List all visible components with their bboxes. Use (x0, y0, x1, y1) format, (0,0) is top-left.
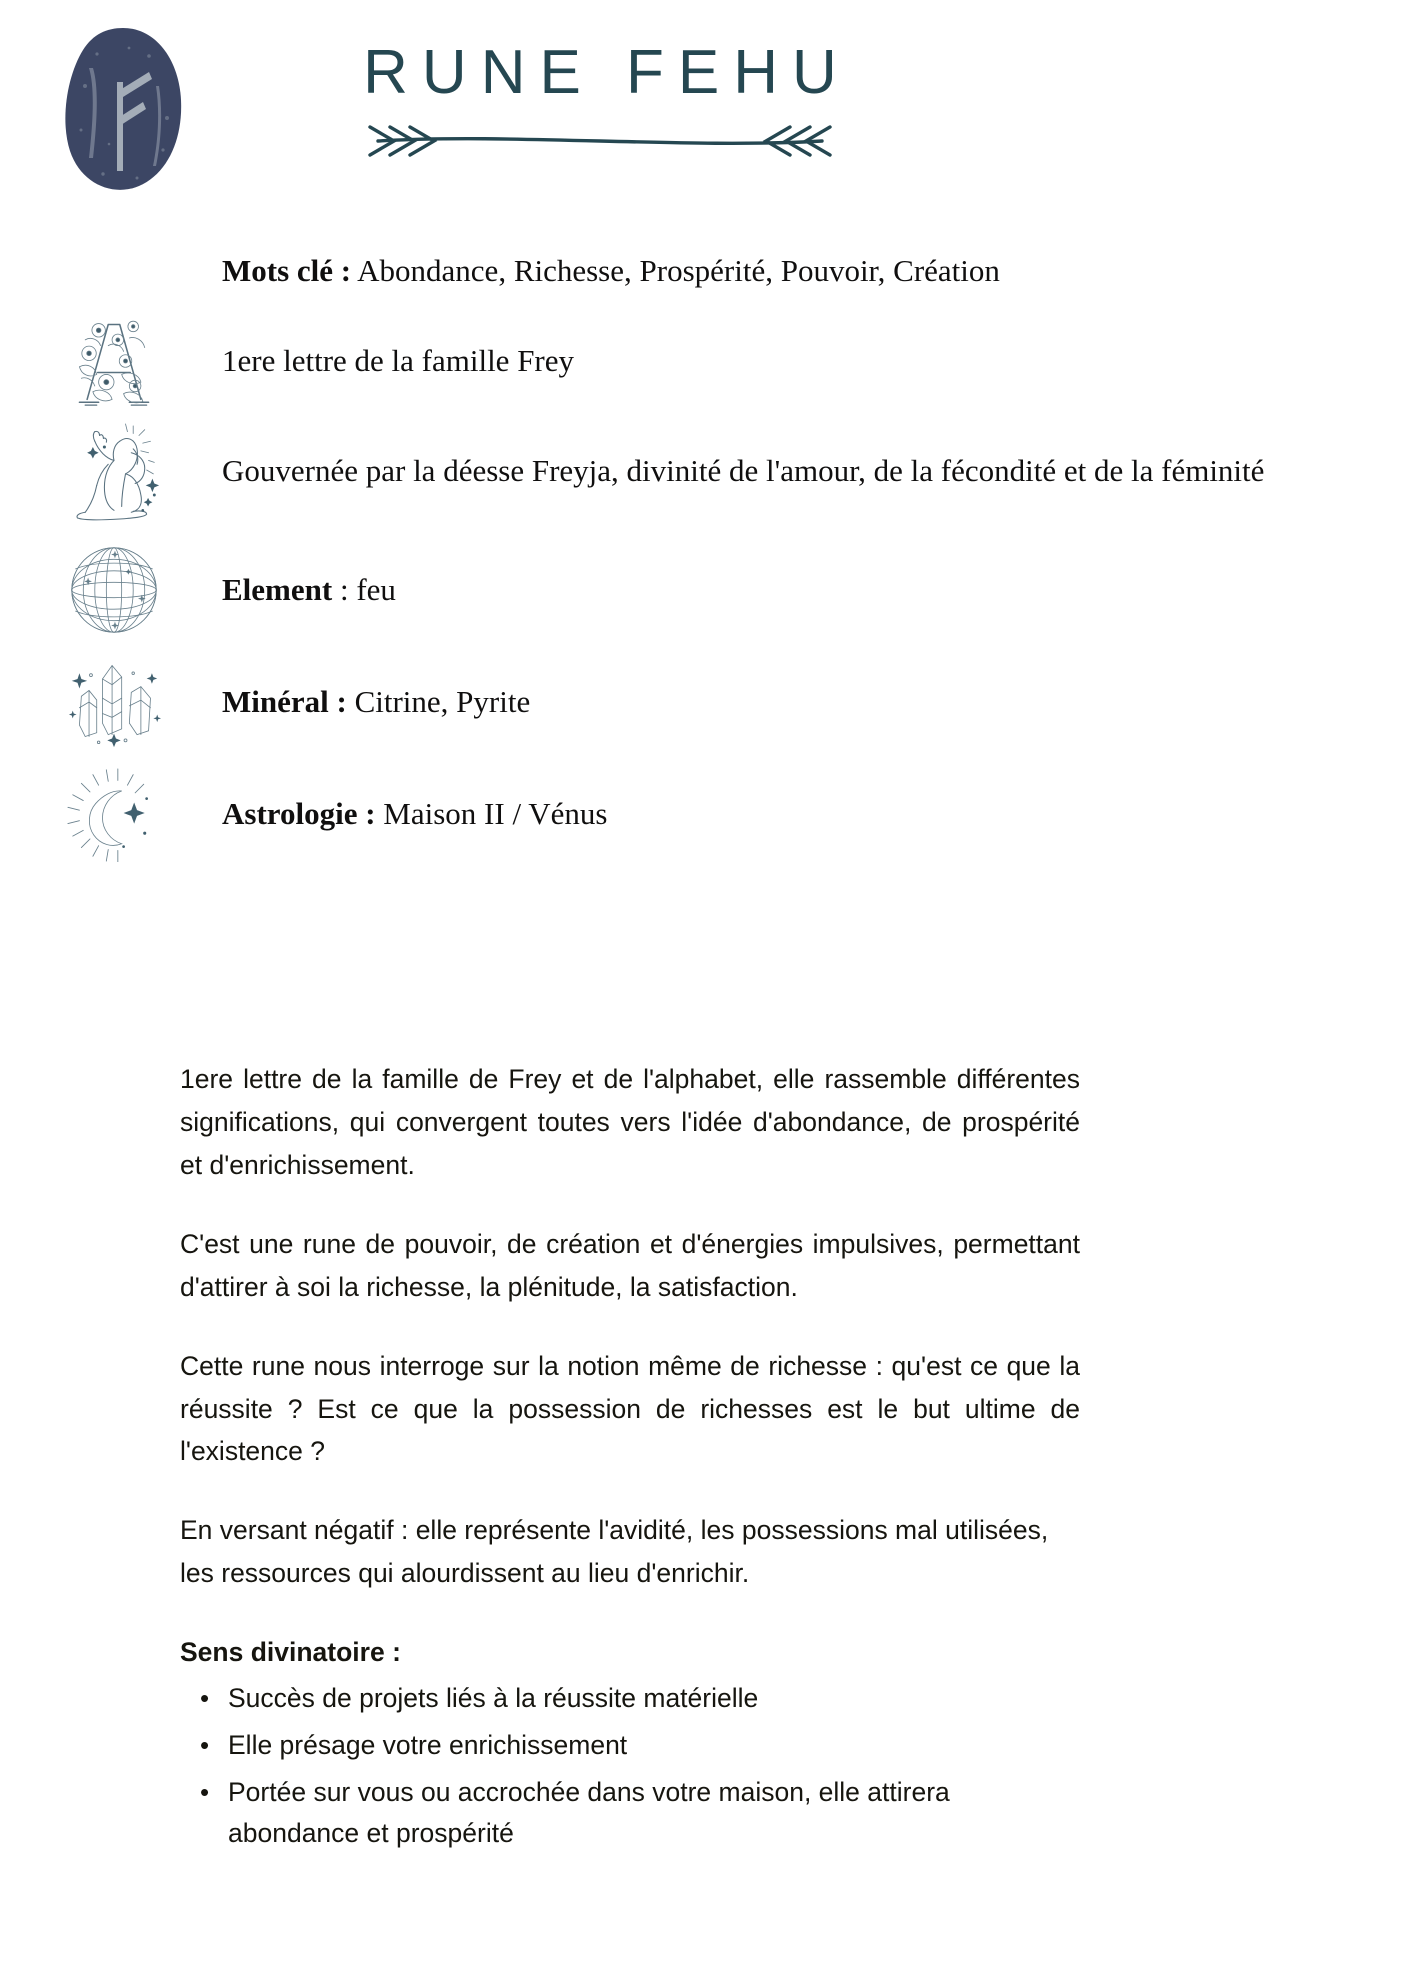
floral-letter-a-icon (62, 309, 166, 413)
paragraph-1: 1ere lettre de la famille de Frey et de l'alphabet, elle rassemble différentes significations, qui convergent toutes vers l'idée d'abondance, de prospérité et d'enrichissement. (180, 1064, 1080, 1180)
attribute-row-keywords (0, 228, 1412, 314)
attribute-row-element (0, 534, 1412, 646)
attribute-row-mineral (0, 646, 1412, 758)
keywords-label: Mots clé : (222, 252, 352, 288)
sens-divinatoire-list (180, 1678, 1080, 1854)
title-block (240, 40, 960, 163)
astrology-text (222, 793, 727, 836)
attribute-row-goddess (0, 408, 1412, 534)
wireframe-sphere-icon (62, 538, 166, 642)
element-value: : feu (332, 571, 396, 607)
list-item: • Portée sur vous ou accrochée dans votre maison, elle attirera abondance et prospérité (228, 1772, 1080, 1854)
element-label: Element (222, 571, 333, 607)
paragraph-4: En versant négatif : elle représente l'avidité, les possessions mal utilisées, les ressources qui alourdissent au lieu d'enrichir. (180, 1515, 1049, 1589)
sens-divinatoire-heading: Sens divinatoire : (180, 1637, 401, 1668)
moon-sunburst-icon (62, 762, 166, 866)
document-header (0, 0, 1412, 215)
attribute-row-astrology (0, 758, 1412, 870)
goddess-figure-icon (62, 419, 166, 523)
astrology-label: Astrologie : (222, 795, 376, 831)
mineral-text (222, 681, 650, 724)
double-arrow-divider-icon (350, 119, 850, 163)
attribute-row-letter (0, 314, 1412, 408)
letter-text: 1ere lettre de la famille Frey (222, 342, 575, 378)
mineral-label: Minéral : (222, 683, 347, 719)
astrology-value: Maison II / Vénus (375, 795, 608, 831)
crystals-icon (62, 650, 166, 754)
goddess-text: Gouvernée par la déesse Freyja, divinité de l'amour, de la fécondité et de la féminité (222, 452, 1265, 488)
keywords-value: Abondance, Richesse, Prospérité, Pouvoir, Création (351, 252, 1000, 288)
list-item: • Elle présage votre enrichissement (228, 1725, 1080, 1766)
paragraph-3: Cette rune nous interroge sur la notion même de richesse : qu'est ce que la réussite ? Est ce que la possession de richesses est le but ultime de l'existence ? (180, 1350, 1080, 1467)
paragraph-2: C'est une rune de pouvoir, de création et d'énergies impulsives, permettant d'attirer à soi la richesse, la plénitude, la satisfaction. (180, 1228, 1080, 1302)
mineral-value: Citrine, Pyrite (346, 683, 531, 719)
rune-stone-icon (63, 26, 185, 191)
page-title: RUNE FEHU (363, 38, 851, 107)
attribute-list (0, 222, 1412, 870)
body-copy (180, 1058, 1080, 1860)
list-item: • Succès de projets liés à la réussite matérielle (228, 1678, 1080, 1719)
keywords-text (222, 250, 1120, 293)
element-text (222, 569, 516, 612)
